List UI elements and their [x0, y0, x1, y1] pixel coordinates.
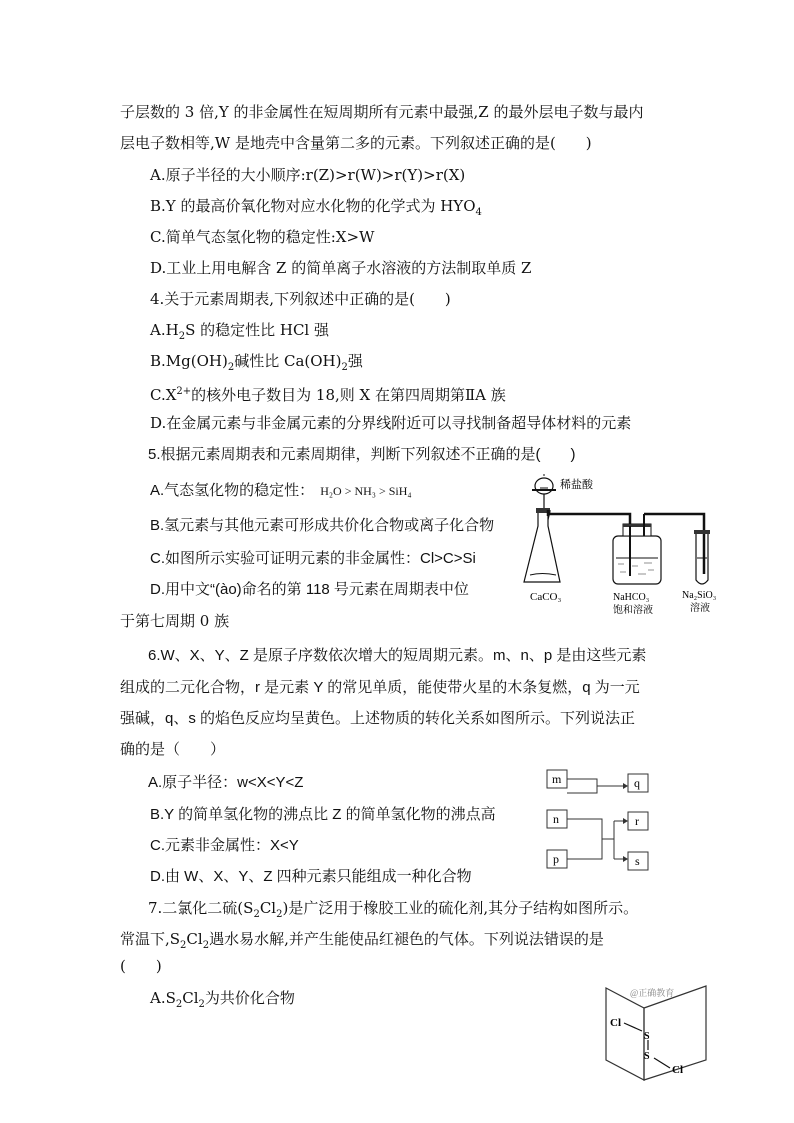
q4-option-c-sup: 2+	[176, 386, 192, 397]
q3-option-c: C.简单气态氢化物的稳定性:X>W	[150, 228, 375, 246]
bottle-label-2: 饱和溶液	[613, 605, 653, 616]
q4-option-a-sub: 2	[178, 331, 186, 342]
q6-stem-line3: 强碱，q、s 的焰色反应均呈黄色。上述物质的转化关系如图所示。下列说法正	[120, 710, 636, 727]
q4-option-b-text1: B.Mg(OH)	[150, 352, 228, 370]
q3-option-b-text: B.Y 的最高价氧化物对应水化物的化学式为 HYO	[150, 197, 476, 215]
q6-option-d: D.由 W、X、Y、Z 四种元素只能组成一种化合物	[150, 868, 472, 885]
q5-option-c: C.如图所示实验可证明元素的非金属性：Cl>C>Si	[150, 550, 476, 567]
q7-stem-l1-t2: Cl	[259, 899, 277, 917]
q7-stem-line3: ( )	[120, 957, 162, 975]
q4-option-b-sub1: 2	[227, 362, 235, 373]
q7-stem-l2-t2: Cl	[186, 930, 203, 948]
q4-option-c-text2: 的核外电子数目为 18,则 X 在第四周期第ⅡA 族	[191, 386, 506, 404]
q5-stem: 5.根据元素周期表和元素周期律，判断下列叙述不正确的是( )	[148, 446, 576, 463]
q6-option-b: B.Y 的简单氢化物的沸点比 Z 的简单氢化物的沸点高	[150, 806, 496, 823]
q7-stem-l1-t3: )是广泛用于橡胶工业的硫化剂,其分子结构如图所示。	[282, 899, 639, 917]
flow-q: q	[634, 776, 640, 790]
q4-option-a-text1: A.H	[150, 321, 179, 339]
q7-option-a-t3: 为共价化合物	[204, 989, 295, 1007]
q7-option-a	[150, 988, 295, 1015]
q4-option-a	[150, 320, 329, 347]
q7-stem-l1-s2: 2	[276, 909, 283, 920]
q7-stem-l2-s1: 2	[180, 940, 187, 951]
q4-option-d: D.在金属元素与非金属元素的分界线附近可以寻找制备超导体材料的元素	[150, 414, 632, 432]
flow-m: m	[552, 772, 562, 786]
q4-option-b-text2: 碱性比 Ca(OH)	[234, 352, 342, 370]
q3-option-a: A.原子半径的大小顺序:r(Z)>r(W)>r(Y)>r(X)	[150, 166, 466, 184]
flow-p: p	[553, 852, 559, 866]
tube-label-1: Na₂SiO₃	[682, 590, 717, 601]
flask-label: CaCO₃	[530, 591, 562, 603]
q7-stem-line1	[148, 898, 638, 925]
flow-n: n	[553, 812, 559, 826]
q4-option-b-text3: 强	[347, 352, 363, 370]
q4-option-b-sub2: 2	[341, 362, 348, 373]
q6-option-a: A.原子半径：w<X<Y<Z	[148, 774, 304, 791]
q4-option-b	[150, 351, 363, 378]
q7-stem-l2-s2: 2	[202, 940, 210, 951]
q7-option-a-s2: 2	[198, 999, 205, 1010]
q7-stem-line2	[120, 929, 604, 956]
s-atom-1: S	[644, 1031, 650, 1042]
q6-stem-line1: 6.W、X、Y、Z 是原子序数依次增大的短周期元素。m、n、p 是由这些元素	[148, 647, 647, 664]
q3-option-b	[150, 196, 482, 223]
tube-label-2: 溶液	[690, 603, 710, 614]
q7-option-a-t1: A.S	[150, 989, 176, 1007]
cl-atom-2: Cl	[672, 1064, 683, 1076]
q6-flow-diagram	[542, 766, 662, 876]
q5-option-a-label: A.气态氢化物的稳定性：	[150, 482, 315, 499]
q5-option-a-formula: H₂O > NH₃ > SiH₄	[320, 484, 412, 498]
q7-structure-diagram	[596, 980, 716, 1085]
q7-stem-l1-t1: 7.二氯化二硫(S	[148, 899, 254, 917]
q3-option-d: D.工业上用电解含 Z 的简单离子水溶液的方法制取单质 Z	[150, 259, 532, 277]
q4-option-c	[150, 382, 506, 405]
q5-apparatus-diagram	[520, 474, 735, 619]
q5-option-a	[150, 481, 412, 501]
flow-s: s	[635, 854, 640, 868]
q6-option-c: C.元素非金属性：X<Y	[150, 837, 299, 854]
q4-option-a-text2: S 的稳定性比 HCl 强	[185, 321, 329, 339]
q7-stem-l2-t3: 遇水易水解,并产生能使品红褪色的气体。下列说法错误的是	[209, 930, 604, 948]
q3-option-b-subscript: 4	[475, 207, 482, 218]
acid-label: 稀盐酸	[560, 479, 593, 491]
q4-stem: 4.关于元素周期表,下列叙述中正确的是( )	[150, 290, 451, 308]
q7-option-a-t2: Cl	[182, 989, 199, 1007]
q7-option-a-s1: 2	[175, 999, 183, 1010]
s-atom-2: S	[644, 1051, 650, 1062]
q6-stem-line2: 组成的二元化合物，r 是元素 Y 的常见单质，能使带火星的木条复燃，q 为一元	[120, 679, 640, 696]
q7-stem-l1-s1: 2	[253, 909, 260, 920]
watermark: @正确教育	[630, 988, 675, 998]
q7-stem-l2-t1: 常温下,S	[120, 930, 181, 948]
q5-option-d-line2: 于第七周期 0 族	[120, 612, 230, 630]
bottle-label-1: NaHCO₃	[613, 592, 650, 603]
q4-option-c-text1: C.X	[150, 386, 177, 404]
q5-option-b: B.氢元素与其他元素可形成共价化合物或离子化合物	[150, 517, 495, 534]
q3-stem-line2: 层电子数相等,W 是地壳中含量第二多的元素。下列叙述正确的是( )	[120, 134, 592, 152]
q5-option-d-line1: D.用中文“(ào)命名的第 118 号元素在周期表中位	[150, 581, 469, 598]
q6-stem-line4: 确的是（ ）	[120, 741, 226, 758]
q3-stem-line1: 子层数的 3 倍,Y 的非金属性在短周期所有元素中最强,Z 的最外层电子数与最内	[120, 103, 644, 121]
flow-r: r	[635, 814, 639, 828]
cl-atom-1: Cl	[610, 1017, 621, 1029]
